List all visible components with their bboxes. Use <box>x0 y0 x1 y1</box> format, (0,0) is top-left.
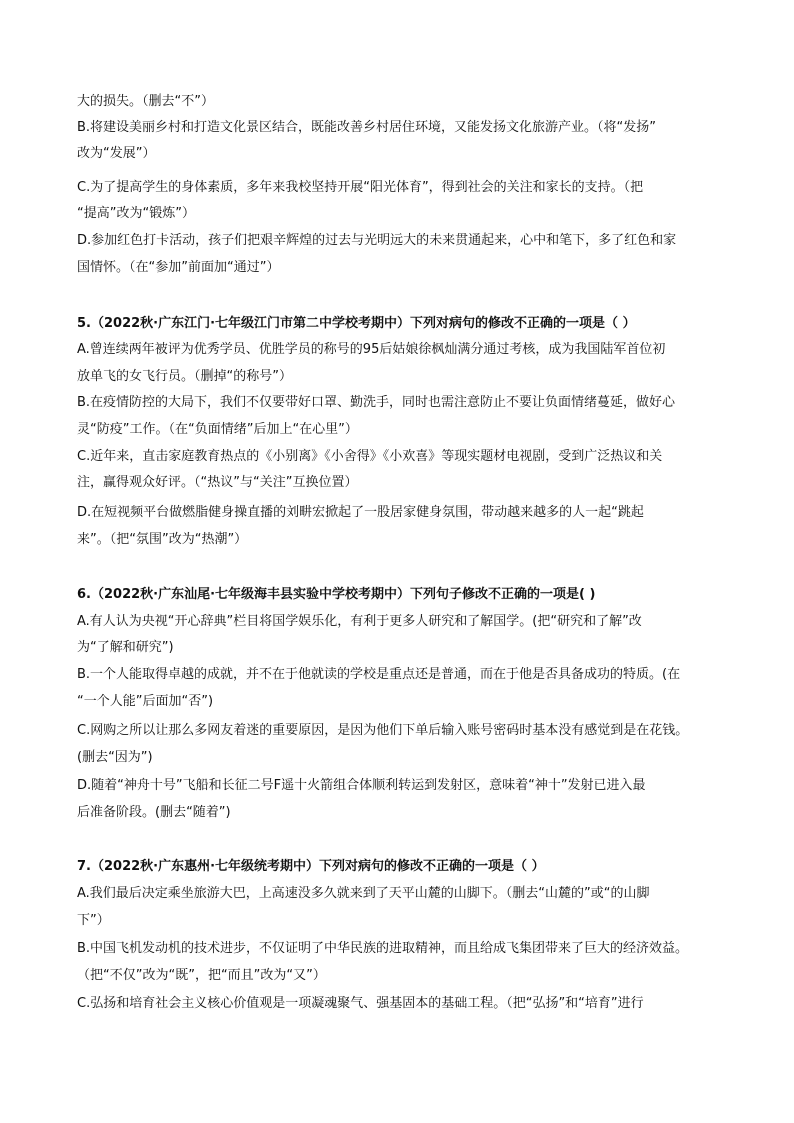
option-d: D.在短视频平台做燃脂健身操直播的刘畊宏掀起了一股居家健身氛围，带动越来越多的人一起“跳起 <box>77 505 644 520</box>
text-line: 来”。（把“氛围”改为“热潮”） <box>77 532 248 547</box>
option-c: C.为了提高学生的身体素质，多年来我校坚持开展“阳光体育”，得到社会的关注和家长的支持。（把 <box>77 180 644 195</box>
text-line: 大的损失。（删去“不”） <box>77 94 214 109</box>
question-5-stem: 5.（2022秋·广东江门·七年级江门市第二中学校考期中）下列对病句的修改不正确的一项是（ ） <box>77 316 636 331</box>
text-line: 后准备阶段。(删去“随着”) <box>77 805 231 820</box>
option-a: A.有人认为央视“开心辞典”栏目将国学娱乐化，有利于更多人研究和了解国学。(把“研究和了解”改 <box>77 614 642 629</box>
option-b: B.中国飞机发动机的技术进步，不仅证明了中华民族的进取精神，而且给成飞集团带来了巨大的经济效益。 <box>77 941 689 956</box>
text-line: 灵“防疫”工作。（在“负面情绪”后加上“在心里”） <box>77 422 358 437</box>
option-a: A.曾连续两年被评为优秀学员、优胜学员的称号的95后姑娘徐枫灿满分通过考核，成为我国陆军首位初 <box>77 342 666 357</box>
option-c: C.近年来，直击家庭教育热点的《小别离》《小舍得》《小欢喜》等现实题材电视剧，受到广泛热议和关 <box>77 449 663 464</box>
option-b: B.一个人能取得卓越的成就，并不在于他就读的学校是重点还是普通，而在于他是否具备成功的特质。(在 <box>77 667 681 682</box>
text-line: 放单飞的女飞行员。（删掉“的称号”） <box>77 369 292 384</box>
text-line: （把“不仅”改为“既”，把“而且”改为“又”） <box>77 968 326 983</box>
text-line: (删去“因为”) <box>77 750 153 765</box>
text-line: 注，赢得观众好评。（“热议”与“关注”互换位置） <box>77 475 358 490</box>
option-d: D.参加红色打卡活动，孩子们把艰辛辉煌的过去与光明远大的未来贯通起来，心中和笔下，多了红色和家 <box>77 233 677 248</box>
question-7-stem: 7.（2022秋·广东惠州·七年级统考期中）下列对病句的修改不正确的一项是（ ） <box>77 859 545 874</box>
text-line: 为“了解和研究”) <box>77 640 174 655</box>
text-line: 国情怀。（在“参加”前面加“通过”） <box>77 260 280 275</box>
option-b: B.在疫情防控的大局下，我们不仅要带好口罩、勤洗手，同时也需注意防止不要让负面情绪蔓延，做好心 <box>77 395 676 410</box>
text-line: “一个人能”后面加“否”) <box>77 694 214 709</box>
question-6-stem: 6.（2022秋·广东汕尾·七年级海丰县实验中学校考期中）下列句子修改不正确的一项是( ) <box>77 587 596 602</box>
option-c: C.弘扬和培育社会主义核心价值观是一项凝魂聚气、强基固本的基础工程。（把“弘扬”和“培育”进行 <box>77 996 644 1011</box>
option-b: B.将建设美丽乡村和打造文化景区结合，既能改善乡村居住环境，又能发扬文化旅游产业。（将“发扬” <box>77 120 657 135</box>
text-line: “提高”改为“锻炼”） <box>77 206 195 221</box>
text-line: 改为“发展”） <box>77 146 156 161</box>
option-a: A.我们最后决定乘坐旅游大巴，上高速没多久就来到了天平山麓的山脚下。（删去“山麓的”或“的山脚 <box>77 886 650 901</box>
text-line: 下”） <box>77 913 110 928</box>
option-c: C.网购之所以让那么多网友着迷的重要原因，是因为他们下单后输入账号密码时基本没有感觉到是在花钱。 <box>77 723 689 738</box>
option-d: D.随着“神舟十号”飞船和长征二号F遥十火箭组合体顺利转运到发射区，意味着“神十”发射已进入最 <box>77 778 646 793</box>
